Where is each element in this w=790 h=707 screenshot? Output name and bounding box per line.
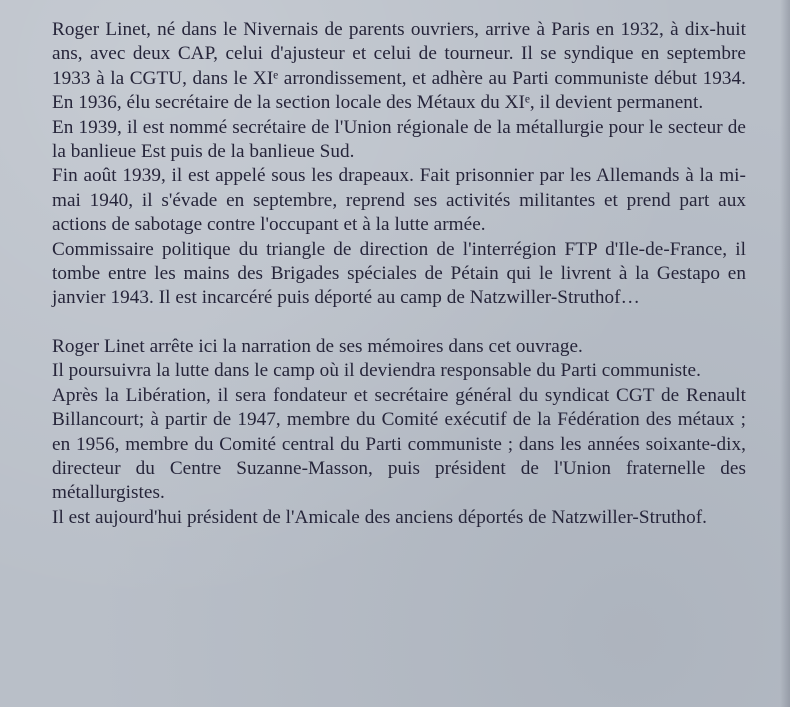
paragraph-war-capture: Fin août 1939, il est appelé sous les drapeaux. Fait prisonnier par les Allemands à la mi-mai 1940, il s'évade en septembre, reprend ses activités militantes et prend part aux actions de sabotage contre l'occupant et à la lutte armée. [52, 165, 746, 236]
paragraph-gap [52, 311, 746, 335]
paragraph-camp-struggle: Il poursuivra la lutte dans le camp où il deviendra responsable du Parti communiste. [52, 360, 701, 382]
paragraph-today: Il est aujourd'hui président de l'Amicale des anciens déportés de Natzwiller-Struthof. [52, 506, 708, 528]
paragraph-after-liberation: Après la Libération, il sera fondateur et secrétaire général du syndicat CGT de Renault Billancourt; à partir de 1947, membre du Comité exécutif de la Fédération des métaux ; en 1956, membre du Comité central du Parti communiste ; dans les années soixante-dix, directeur du Centre Suzanne-Masson, puis président de l'Union fraternelle des métallurgistes. [52, 384, 746, 504]
paragraph-memoir-end: Roger Linet arrête ici la narration de ses mémoires dans cet ouvrage. [52, 335, 583, 357]
paragraph-1939-union: En 1939, il est nommé secrétaire de l'Union régionale de la métallurgie pour le secteur de la banlieue Est puis de la banlieue Sud. [52, 116, 746, 163]
paragraph-early-life: Roger Linet, né dans le Nivernais de parents ouvriers, arrive à Paris en 1932, à dix-huit ans, avec deux CAP, celui d'ajusteur et celui de tourneur. Il se syndique en septembre 1933 à la CGTU, dans le XIᵉ arrondissement, et adhère au Parti communiste début 1934. En 1936, élu secrétaire de la section locale des Métaux du XIᵉ, il devient permanent. [52, 19, 746, 114]
page-edge-shadow [780, 0, 790, 707]
back-cover-text [52, 18, 746, 530]
paragraph-resistance-deportation: Commissaire politique du triangle de direction de l'interrégion FTP d'Ile-de-France, il tombe entre les mains des Brigades spéciales de Pétain qui le livrent à la Gestapo en janvier 1943. Il est incarcéré puis déporté au camp de Natzwiller-Struthof… [52, 238, 746, 309]
